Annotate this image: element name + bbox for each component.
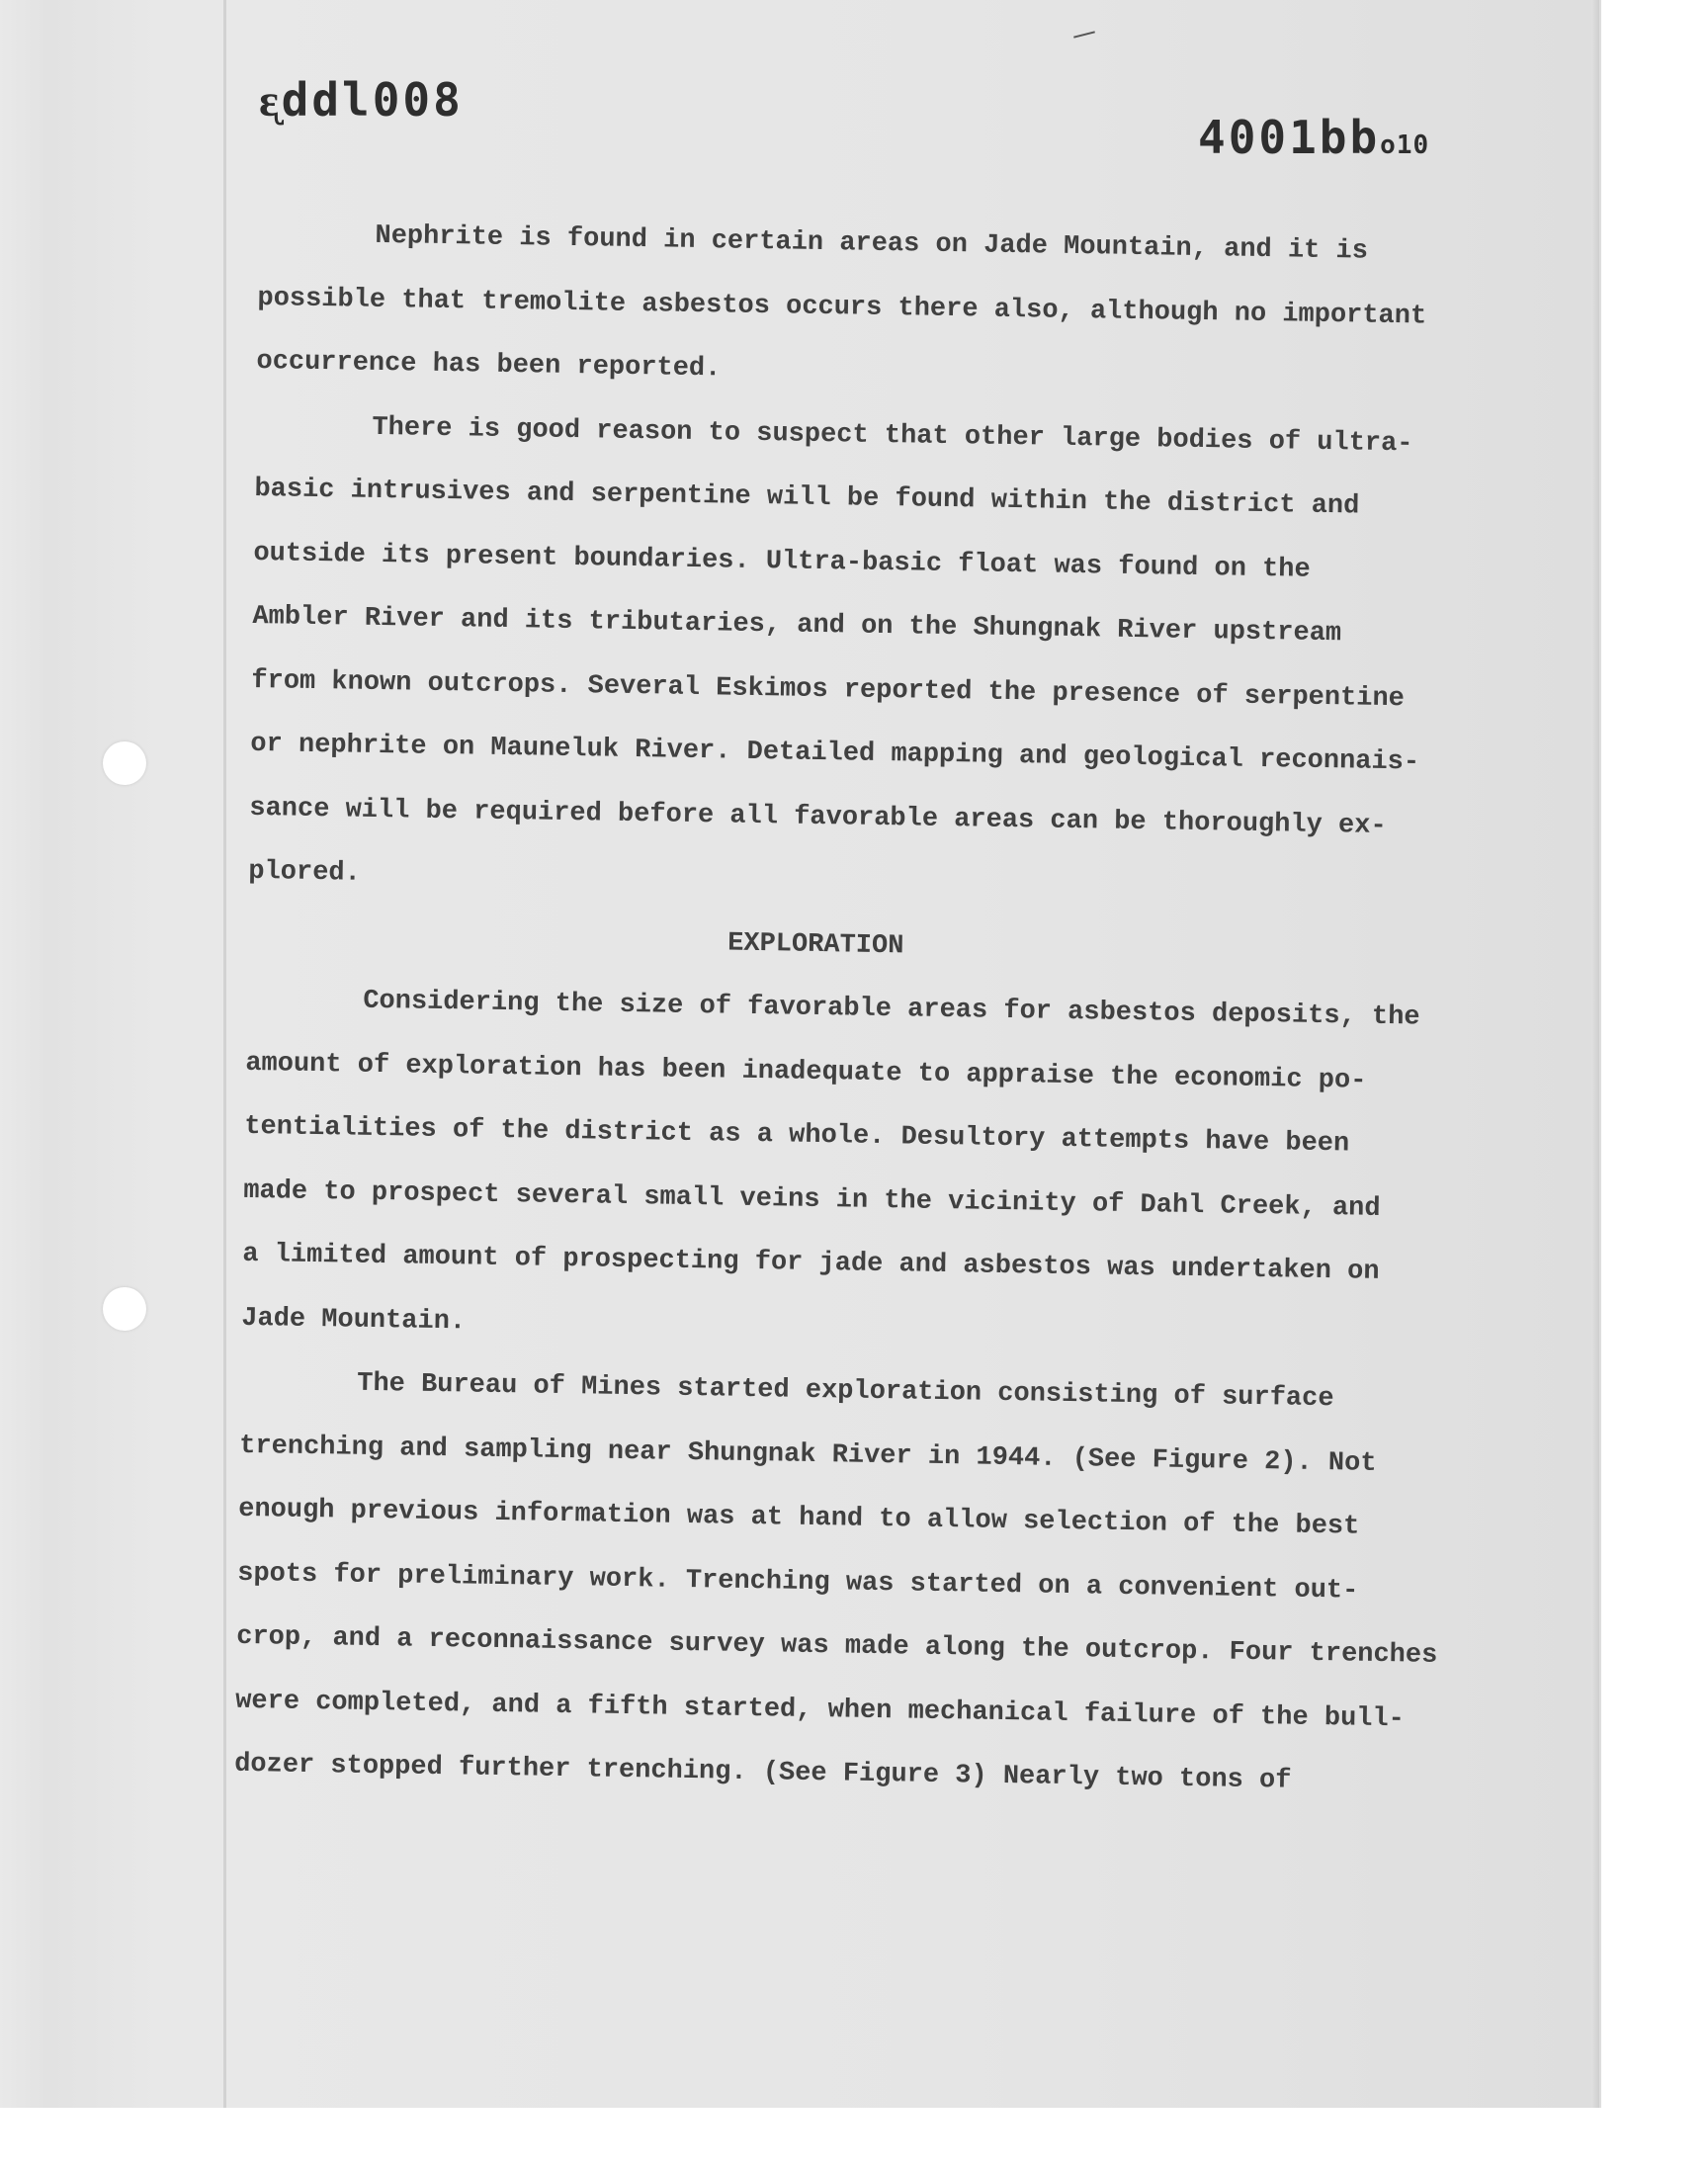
text-line: occurrence has been reported. [256,346,722,385]
document-body [234,203,1504,1816]
stamp-right-number: 4001bb [1198,111,1381,164]
text-line: or nephrite on Mauneluk River. Detailed mapping and geological reconnais- [250,729,1420,778]
text-line: Nephrite is found in certain areas on Jade Mountain, and it is [375,220,1369,267]
text-line: trenching and sampling near Shungnak River in 1944. (See Figure 2). Not [239,1431,1377,1479]
paragraph-2 [248,393,1501,923]
paragraph-4 [234,1350,1487,1816]
text-line: sance will be required before all favorable areas can be thoroughly ex- [249,793,1387,841]
paragraph-1 [256,203,1504,413]
text-line: outside its present boundaries. Ultra-basic float was found on the [253,538,1311,585]
text-line: tentialities of the district as a whole. Desultory attempts have been [244,1111,1350,1160]
punch-hole [103,741,146,785]
section-heading: EXPLORATION [726,928,904,961]
text-line: from known outcrops. Several Eskimos reported the presence of serpentine [251,665,1406,714]
text-line: The Bureau of Mines started exploration consisting of surface [357,1368,1334,1415]
text-line: were completed, and a fifth started, when mechanical failure of the bull- [234,1686,1406,1734]
text-line: There is good reason to suspect that other large bodies of ultra- [372,412,1413,459]
text-line: Jade Mountain. [241,1303,467,1337]
text-line: crop, and a reconnaissance survey was made along the outcrop. Four trenches [235,1621,1438,1671]
text-line: amount of exploration has been inadequate to appraise the economic po- [245,1048,1367,1096]
text-line: Considering the size of favorable areas for asbestos deposits, the [363,986,1420,1033]
paragraph-3 [241,968,1493,1370]
punch-hole [103,1287,146,1331]
stamp-right-suffix: o10 [1380,130,1430,160]
text-line: plored. [248,856,362,889]
document-id-stamp-right [1198,111,1429,164]
text-line: spots for preliminary work. Trenching was started on a convenient out- [236,1558,1359,1607]
text-line: a limited amount of prospecting for jade and asbestos was undertaken on [242,1239,1380,1287]
page-fold-edge [223,0,226,2108]
text-line: basic intrusives and serpentine will be found within the district and [254,474,1360,522]
stray-mark [1073,31,1095,38]
text-line: made to prospect several small veins in the vicinity of Dahl Creek, and [243,1175,1381,1224]
text-line: Ambler River and its tributaries, and on the Shungnak River upstream [252,601,1342,650]
text-line: dozer stopped further trenching. (See Figure 3) Nearly two tons of [233,1749,1292,1796]
text-line: enough previous information was at hand to allow selection of the best [237,1494,1360,1542]
document-id-stamp-left: ᶓddl008 [259,73,464,127]
text-line: possible that tremolite asbestos occurs there also, although no important [257,283,1427,332]
page-right-edge [1591,0,1599,2108]
